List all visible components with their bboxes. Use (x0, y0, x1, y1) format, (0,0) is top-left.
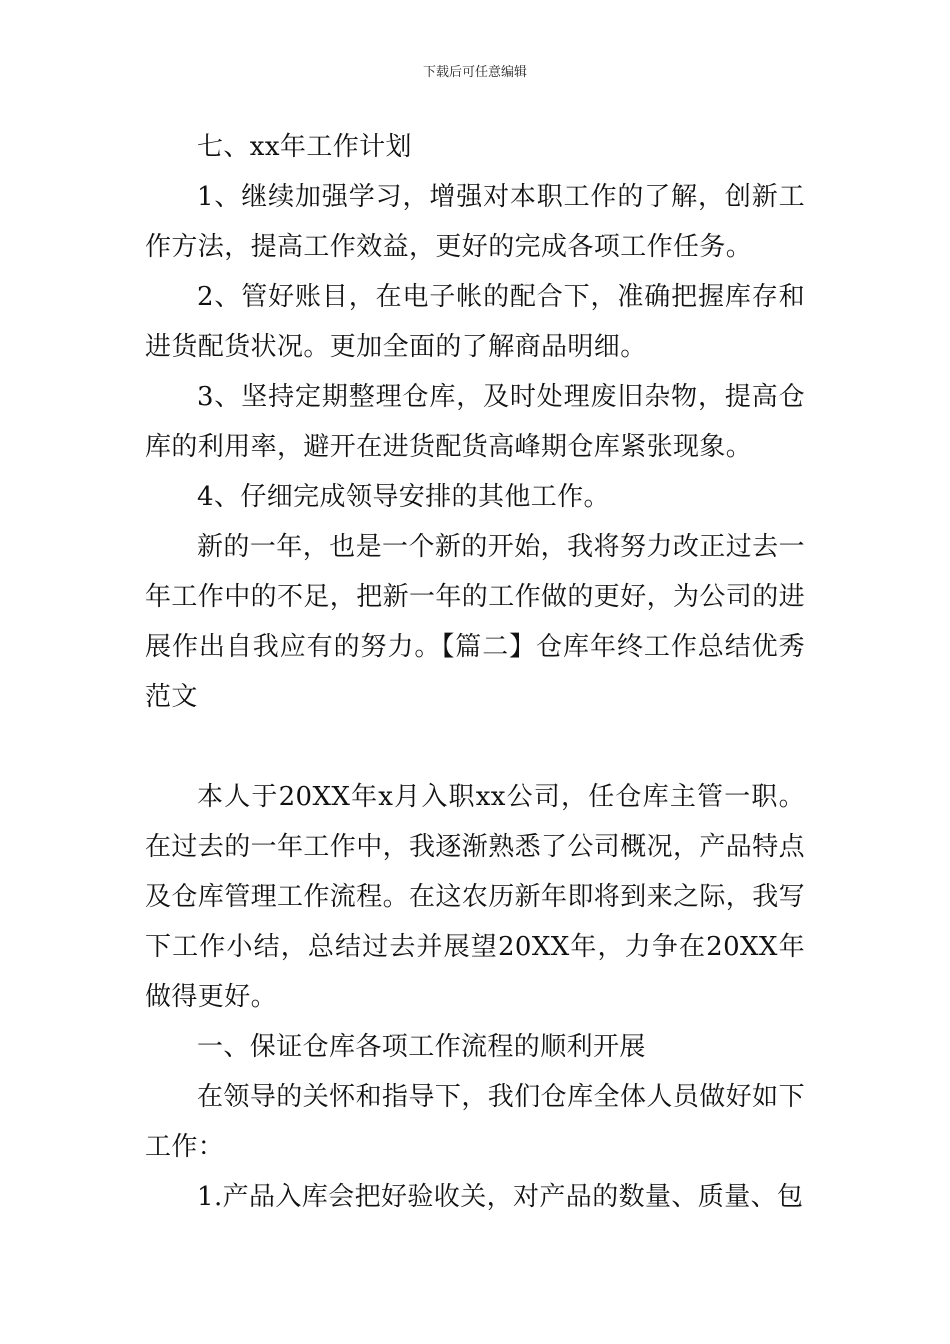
section-heading-workflow: 一、保证仓库各项工作流程的顺利开展 (197, 1032, 646, 1062)
plan-item-1: 1、继续加强学习，增强对本职工作的了解，创新工作方法，提高工作效益，更好的完成各项工作任务。 (145, 182, 805, 262)
plan-item-2: 2、管好账目，在电子帐的配合下，准确把握库存和进货配货状况。更加全面的了解商品明细。 (145, 282, 805, 362)
document-body (145, 122, 805, 1222)
closing-paragraph: 新的一年，也是一个新的开始，我将努力改正过去一年工作中的不足，把新一年的工作做的更好，为公司的进展作出自我应有的努力。【篇二】仓库年终工作总结优秀范文 (145, 532, 806, 712)
section-heading-work-plan: 七、xx年工作计划 (197, 132, 412, 162)
workflow-intro: 在领导的关怀和指导下，我们仓库全体人员做好如下工作： (145, 1082, 805, 1162)
paragraph-spacer (145, 722, 805, 772)
plan-item-3: 3、坚持定期整理仓库，及时处理废旧杂物，提高仓库的利用率，避开在进货配货高峰期仓库紧张现象。 (145, 382, 805, 462)
page-header: 下载后可任意编辑 (422, 65, 527, 80)
plan-item-4: 4、仔细完成领导安排的其他工作。 (197, 482, 610, 512)
intro-paragraph: 本人于20XX年x月入职xx公司，任仓库主管一职。在过去的一年工作中，我逐渐熟悉了公司概况，产品特点及仓库管理工作流程。在这农历新年即将到来之际，我写下工作小结，总结过去并展望20XX年，力争在20XX年做得更好。 (145, 782, 806, 1012)
workflow-item-1: 1.产品入库会把好验收关，对产品的数量、质量、包 (197, 1182, 804, 1212)
